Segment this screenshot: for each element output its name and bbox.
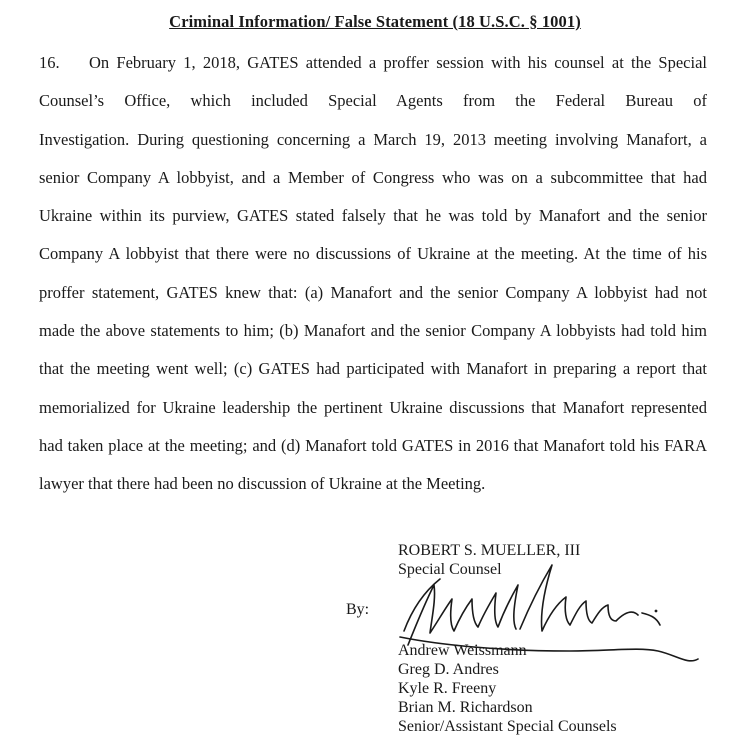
paragraph-line: proffer statement, GATES knew that: (a) Manafort and the senior Company A lobbyist had not [39, 282, 707, 302]
paragraph-line-text: On February 1, 2018, GATES attended a proffer session with his counsel at the Special [89, 53, 707, 72]
counsel-name: ROBERT S. MUELLER, III [398, 542, 581, 559]
paragraph-line: memorialized for Ukraine leadership the pertinent Ukraine discussions that Manafort represented [39, 397, 707, 417]
paragraph-line: Counsel’s Office, which included Special Agents from the Federal Bureau of [39, 91, 707, 111]
paragraph-16 [39, 50, 707, 510]
signer-title: Senior/Assistant Special Counsels [398, 718, 617, 735]
paragraph-line [39, 50, 707, 88]
counsel-title: Special Counsel [398, 561, 502, 578]
signer-name: Brian M. Richardson [398, 699, 533, 716]
signer-name: Andrew Weissmann [398, 642, 527, 659]
paragraph-line: Ukraine within its purview, GATES stated falsely that he was told by Manafort and the senior [39, 206, 707, 226]
signer-list [398, 641, 617, 736]
signer-name: Greg D. Andres [398, 661, 499, 678]
paragraph-line: made the above statements to him; (b) Manafort and the senior Company A lobbyists had told him [39, 321, 707, 341]
paragraph-line: Company A lobbyist that there were no discussions of Ukraine at the meeting. At the time of his [39, 244, 707, 264]
paragraph-line: that the meeting went well; (c) GATES had participated with Manafort in preparing a report that [39, 359, 707, 379]
paragraph-line: Investigation. During questioning concerning a March 19, 2013 meeting involving Manafort, a [39, 129, 707, 149]
paragraph-line: had taken place at the meeting; and (d) Manafort told GATES in 2016 that Manafort told his FARA [39, 435, 707, 455]
paragraph-line: senior Company A lobbyist, and a Member of Congress who was on a subcommittee that had [39, 167, 707, 187]
paragraph-number: 16. [39, 53, 60, 72]
signer-name: Kyle R. Freeny [398, 680, 497, 697]
by-label: By: [346, 601, 370, 618]
document-heading: Criminal Information/ False Statement (18 U.S.C. § 1001) [169, 12, 581, 31]
paragraph-line: lawyer that there had been no discussion of Ukraine at the Meeting. [39, 474, 486, 494]
